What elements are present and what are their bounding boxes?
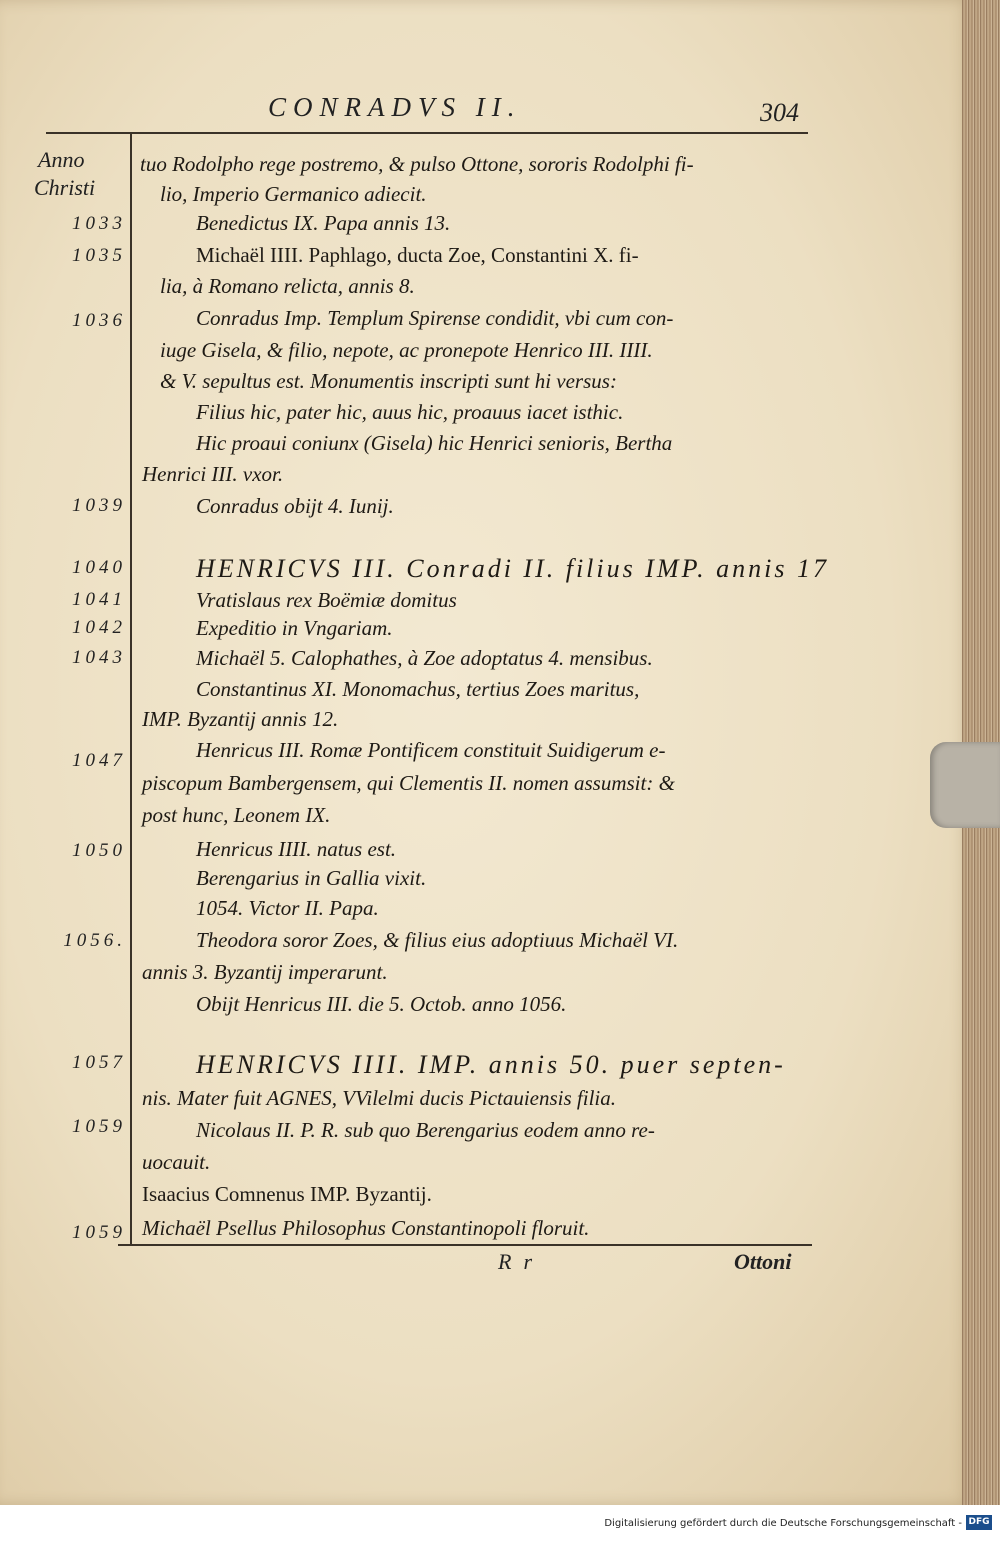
year-label: 1047 (72, 750, 126, 771)
text-line: post hunc, Leonem IX. (142, 803, 331, 827)
text-line: Hic proaui coniunx (Gisela) hic Henrici senioris, Bertha (196, 431, 673, 455)
text-line-heading: HENRICVS IIII. IMP. annis 50. puer septen- (196, 1050, 786, 1079)
margin-heading-christi: Christi (34, 175, 96, 200)
text-line: annis 3. Byzantij imperarunt. (142, 960, 388, 984)
text-line: Filius hic, pater hic, auus hic, proauus iacet isthic. (196, 400, 624, 424)
text-line: Henricus III. Romæ Pontificem constituit Suidigerum e- (196, 738, 666, 762)
text-line: iuge Gisela, & filio, nepote, ac pronepote Henrico III. IIII. (160, 338, 653, 362)
text-line: Berengarius in Gallia vixit. (196, 866, 427, 890)
margin-rule (130, 134, 132, 1246)
text-line: 1054. Victor II. Papa. (196, 896, 379, 920)
text-line: Benedictus IX. Papa annis 13. (196, 211, 451, 235)
text-line: Nicolaus II. P. R. sub quo Berengarius eodem anno re- (196, 1118, 655, 1142)
text-line: Vratislaus rex Boëmiæ domitus (196, 588, 457, 612)
year-label: 1057 (72, 1052, 126, 1073)
year-label: 1050 (72, 840, 126, 861)
year-label: 1056. (63, 930, 126, 951)
year-label: 1042 (72, 617, 126, 638)
header-rule (46, 132, 808, 134)
catchword: Ottoni (734, 1249, 792, 1274)
year-label: 1043 (72, 647, 126, 668)
text-line: IMP. Byzantij annis 12. (142, 707, 339, 731)
text-line: piscopum Bambergensem, qui Clementis II. nomen assumsit: & (142, 771, 675, 795)
text-line: Theodora soror Zoes, & filius eius adoptiuus Michaël VI. (196, 928, 679, 952)
bottom-rule (118, 1244, 812, 1246)
year-label: 1041 (72, 589, 126, 610)
bookmark-tab (930, 742, 1000, 828)
text-line: Constantinus XI. Monomachus, tertius Zoes maritus, (196, 677, 640, 701)
text-line-heading: HENRICVS III. Conradi II. filius IMP. annis 17 (196, 554, 829, 583)
text-line: Henrici III. vxor. (142, 462, 284, 486)
text-line: Henricus IIII. natus est. (196, 837, 397, 861)
text-line: lio, Imperio Germanico adiecit. (160, 182, 427, 206)
text-line: Isaacius Comnenus IMP. Byzantij. (142, 1182, 432, 1206)
year-label: 1033 (72, 213, 126, 234)
year-label: 1039 (72, 495, 126, 516)
funding-credit: Digitalisierung gefördert durch die Deutsche Forschungsgemeinschaft - (604, 1518, 962, 1529)
text-line: & V. sepultus est. Monumentis inscripti sunt hi versus: (160, 369, 617, 393)
text-line: Expeditio in Vngariam. (196, 616, 393, 640)
signature-mark: Rr (498, 1249, 544, 1274)
text-line: Michaël Psellus Philosophus Constantinopoli floruit. (142, 1216, 590, 1240)
text-line: Obijt Henricus III. die 5. Octob. anno 1056. (196, 992, 567, 1016)
text-line: Conradus obijt 4. Iunij. (196, 494, 394, 518)
text-line: uocauit. (142, 1150, 211, 1174)
text-line: nis. Mater fuit AGNES, VVilelmi ducis Pictauiensis filia. (142, 1086, 617, 1110)
text-line: Michaël IIII. Paphlago, ducta Zoe, Constantini X. fi- (196, 243, 639, 267)
year-label: 1036 (72, 310, 126, 331)
page-number: 304 (760, 98, 799, 127)
year-label: 1035 (72, 245, 126, 266)
text-line: Conradus Imp. Templum Spirense condidit, vbi cum con- (196, 306, 674, 330)
year-label: 1059 (72, 1116, 126, 1137)
text-line: Michaël 5. Calophathes, à Zoe adoptatus 4. mensibus. (196, 646, 653, 670)
year-label: 1040 (72, 557, 126, 578)
year-label: 1059 (72, 1222, 126, 1243)
text-line: lia, à Romano relicta, annis 8. (160, 274, 415, 298)
running-head: CONRADVS II. (268, 92, 522, 122)
dfg-logo: DFG (966, 1515, 992, 1530)
text-line: tuo Rodolpho rege postremo, & pulso Ottone, sororis Rodolphi fi- (140, 152, 694, 176)
margin-heading-anno: Anno (38, 147, 85, 172)
